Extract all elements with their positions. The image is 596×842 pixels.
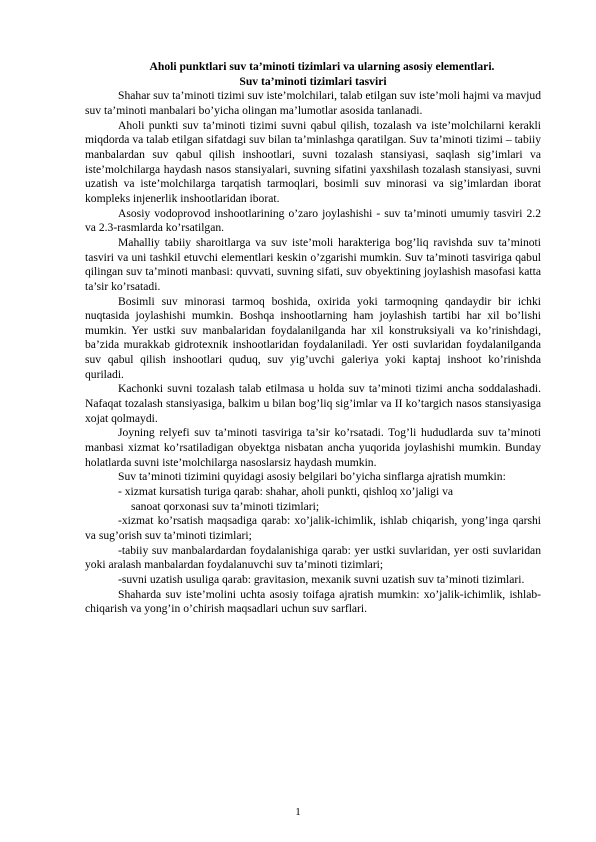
list-item: -suvni uzatish usuliga qarab: gravitasion, mexanik suvni uzatish suv ta’minoti tizimlari. <box>118 572 525 586</box>
paragraph-8: Suv ta’minoti tizimini quyidagi asosiy belgilari bo’yicha sinflarga ajratish mumkin: <box>118 470 506 484</box>
list-item-line2: sanoat qorxonasi suv ta’minoti tizimlari; <box>131 499 320 513</box>
document-title: Aholi punktlari suv ta’minoti tizimlari va ularning asosiy elementlari. <box>149 60 495 73</box>
paragraph-2: Aholi punkti suv ta’minoti tizimi suvni qabul qilish, tozalash va iste’molchilarni kerakli miqdorda va talab etilgan sifatdagi suv bilan ta’minlashga qaratilgan. Suv ta’minoti tizimi – tabiiy manbalardan suv qabul qilish inshootlari, suvni tozalash stansiyasi, saqlash sig’imlari va iste’molchilarga haydash nasos stansiyalari, suvning sifatini yaxshilash tozalash stansiyasi, suvni uzatish va iste’molchilarga tarqatish tarmoqlari, bosimli suv minorasi va sig’imlardan iborat kompleks injenerlik inshootlaridan iborat. <box>85 118 541 205</box>
paragraph-4: Mahalliy tabiiy sharoitlarga va suv iste’moli harakteriga bog’liq ravishda suv ta’minoti tasviri va uni tashkil etuvchi elementlari keskin o’zgarishi mumkin. Suv ta’minoti tasviriga qabul qilingan suv ta’minoti manbasi: quvvati, suvning sifati, suv obyektining joylashish masofasi katta ta’sir ko’rsatadi. <box>85 235 541 293</box>
paragraph-1: Shahar suv ta’minoti tizimi suv iste’molchilari, talab etilgan suv iste’moli hajmi va mavjud suv ta’minoti manbalari bo’yicha olingan ma’lumotlar asosida tanlanadi. <box>85 89 541 117</box>
paragraph-7: Joyning relyefi suv ta’minoti tasviriga ta’sir ko’rsatadi. Tog’li hududlarda suv ta’minoti manbasi xizmat ko’rsatiladigan obyektga nisbatan ancha yuqorida joylashishi mumkin. Bunday holatlarda suvni iste’molchilarga nasoslarsiz haydash mumkin. <box>85 426 541 469</box>
paragraph-3: Asosiy vodoprovod inshootlarining o’zaro joylashishi - suv ta’minoti umumiy tasviri 2.2 va 2.3-rasmlarda ko’rsatilgan. <box>85 206 541 235</box>
list-item: -xizmat ko’rsatish maqsadiga qarab: xo’jalik-ichimlik, ishlab chiqarish, yong’inga qarshi va sug’orish suv ta’minoti tizimlari; <box>85 514 541 542</box>
paragraph-5: Bosimli suv minorasi tarmoq boshida, oxirida yoki tarmoqning qandaydir bir ichki nuqtasida joylashishi mumkin. Boshqa inshootlarning ham joylashish tartibi har xil bo’lishi mumkin. Yer ustki suv manbalaridan foydalanilganda har xil konstruksiyali va ko’rinishdagi, ba’zida murakkab gidrotexnik inshootlaridan foydalaniladi. Yer osti suvlaridan foydalanilganda suv qabul qilish inshootlari quduq, suv yig’uvchi galeriya yoki kaptaj inshoot ko’rinishda quriladi. <box>85 294 541 381</box>
page-number: 1 <box>295 806 301 818</box>
document-page <box>85 60 541 617</box>
section-subtitle: Suv ta’minoti tizimlari tasviri <box>239 74 387 88</box>
classification-list <box>85 485 541 588</box>
list-item: -tabiiy suv manbalardardan foydalanishiga qarab: yer ustki suvlaridan, yer osti suvlaridan yoki aralash manbalardan foydalanuvchi suv ta’minoti tizimlari; <box>85 543 541 572</box>
list-item-line1: - xizmat kursatish turiga qarab: shahar, aholi punkti, qishloq xo’jaligi va <box>118 485 454 499</box>
list-item <box>85 485 541 514</box>
closing-paragraph: Shaharda suv iste’molini uchta asosiy toifaga ajratish mumkin: xo’jalik-ichimlik, ishlab-chiqarish va yong’in o’chirish maqsadlari uchun suv sarflari. <box>85 587 541 616</box>
paragraph-6: Kachonki suvni tozalash talab etilmasa u holda suv ta’minoti tizimi ancha soddalashadi. Nafaqat tozalash stansiyasiga, balkim u bilan bog’liq sig’imlar va II ko’targich nasos stansiyasiga xojat qolmaydi. <box>85 382 541 425</box>
